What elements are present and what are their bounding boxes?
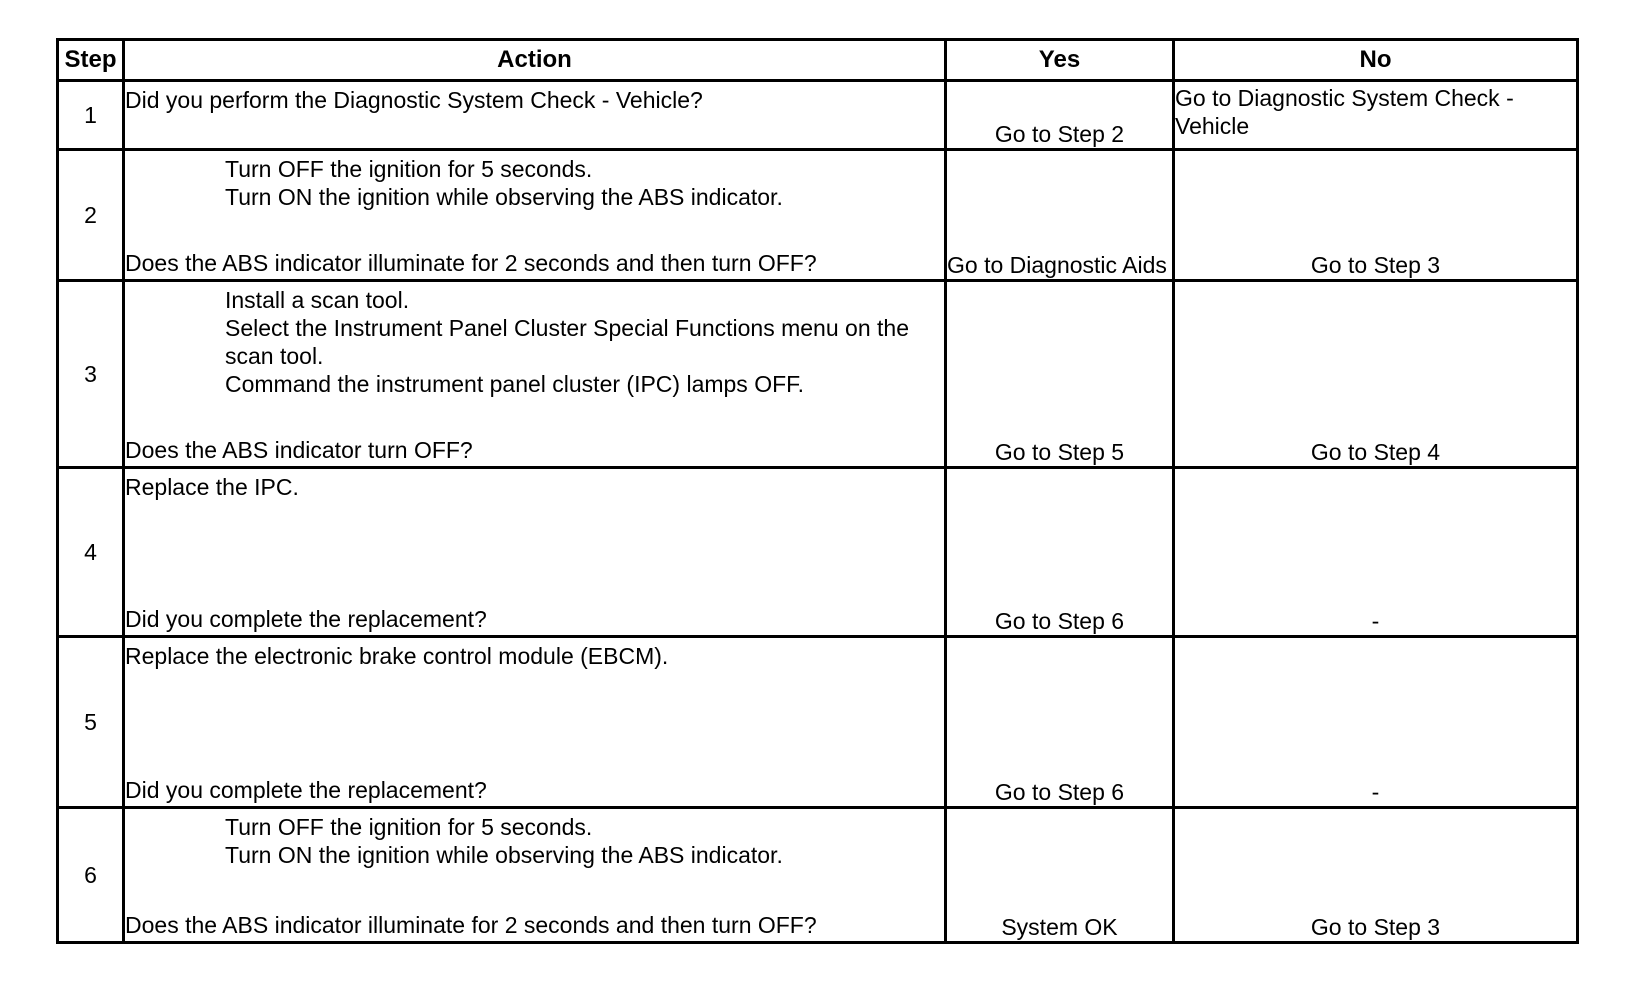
action-substep: Turn ON the ignition while observing the ABS indicator. (225, 184, 783, 210)
action-cell (124, 81, 946, 150)
table-row-step-1 (58, 81, 1578, 150)
yes-result: System OK (946, 808, 1174, 943)
action-question: Did you complete the replacement? (125, 777, 487, 803)
yes-result: Go to Step 2 (946, 81, 1174, 150)
no-result: Go to Step 3 (1174, 808, 1578, 943)
action-cell (124, 468, 946, 637)
diagnostic-table (56, 38, 1579, 944)
action-cell (124, 637, 946, 808)
diagnostic-table-container (56, 38, 1576, 944)
table-row-step-6 (58, 808, 1578, 943)
no-result: Go to Diagnostic System Check - Vehicle (1174, 81, 1578, 150)
step-number: 4 (58, 468, 124, 637)
action-cell (124, 150, 946, 281)
table-row-step-5 (58, 637, 1578, 808)
yes-result: Go to Step 6 (946, 637, 1174, 808)
action-question: Does the ABS indicator illuminate for 2 seconds and then turn OFF? (125, 250, 817, 276)
step-number: 6 (58, 808, 124, 943)
action-instruction: Replace the IPC. (125, 474, 299, 500)
action-substeps (125, 282, 944, 398)
action-substep: Install a scan tool. (225, 287, 410, 313)
action-substeps (125, 809, 944, 869)
action-substeps (125, 151, 944, 211)
no-result: Go to Step 4 (1174, 281, 1578, 468)
action-question: Does the ABS indicator turn OFF? (125, 437, 473, 463)
header-step: Step (58, 40, 124, 81)
action-cell (124, 808, 946, 943)
action-question: Did you complete the replacement? (125, 606, 487, 632)
action-question: Does the ABS indicator illuminate for 2 seconds and then turn OFF? (125, 912, 817, 938)
yes-result: Go to Diagnostic Aids (946, 150, 1174, 281)
step-number: 2 (58, 150, 124, 281)
step-number: 1 (58, 81, 124, 150)
no-result: - (1174, 468, 1578, 637)
no-result: Go to Step 3 (1174, 150, 1578, 281)
step-number: 3 (58, 281, 124, 468)
table-row-step-3 (58, 281, 1578, 468)
action-substep: Turn OFF the ignition for 5 seconds. (225, 814, 593, 840)
action-substep: Command the instrument panel cluster (IPC) lamps OFF. (225, 371, 805, 397)
action-cell (124, 281, 946, 468)
action-substep: Turn OFF the ignition for 5 seconds. (225, 156, 593, 182)
action-instruction: Replace the electronic brake control module (EBCM). (125, 643, 669, 669)
yes-result: Go to Step 6 (946, 468, 1174, 637)
table-header-row (58, 40, 1578, 81)
header-no: No (1174, 40, 1578, 81)
header-yes: Yes (946, 40, 1174, 81)
yes-result: Go to Step 5 (946, 281, 1174, 468)
table-row-step-2 (58, 150, 1578, 281)
table-row-step-4 (58, 468, 1578, 637)
header-action: Action (124, 40, 946, 81)
action-substep: Turn ON the ignition while observing the ABS indicator. (225, 842, 783, 868)
no-result: - (1174, 637, 1578, 808)
action-substep: Select the Instrument Panel Cluster Special Functions menu on the scan tool. (225, 315, 909, 369)
action-question: Did you perform the Diagnostic System Check - Vehicle? (125, 87, 703, 113)
step-number: 5 (58, 637, 124, 808)
